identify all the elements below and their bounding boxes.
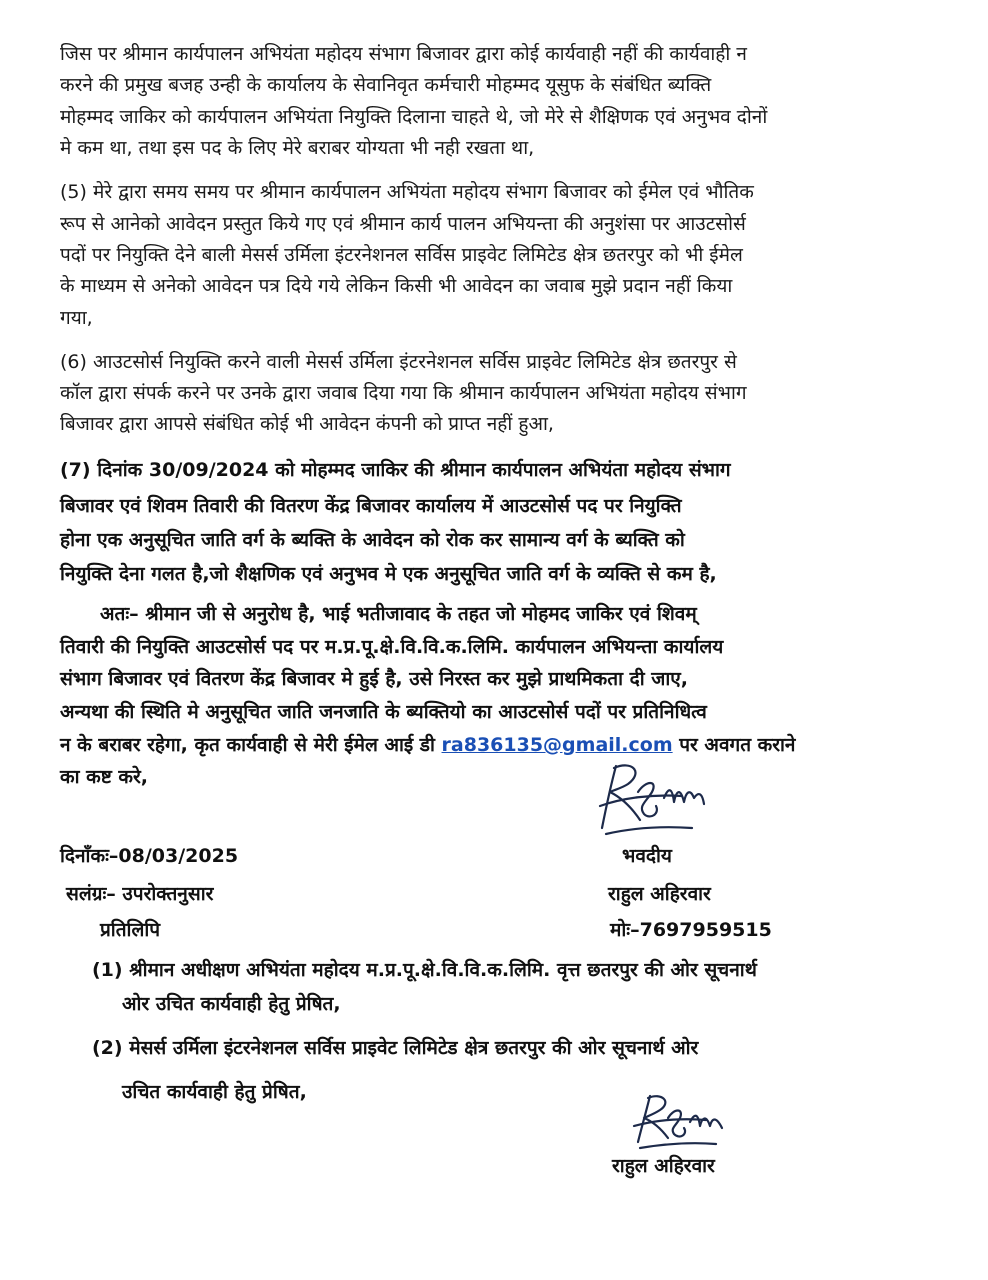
para5-line-3: पदों पर नियुक्ति देने बाली मेसर्स उर्मिला इंटरनेशनल सर्विस प्राइवेट लिमिटेड क्षेत्र छतरपुर को भी ईमेल [60, 244, 743, 266]
para6-line-1: (6) आउटसोर्स नियुक्ति करने वाली मेसर्स उर्मिला इंटरनेशनल सर्विस प्राइवेट लिमिटेड क्षेत्र छतरपुर से [60, 351, 737, 373]
sender-mobile: मोः–7697959515 [610, 919, 772, 941]
sender-name: राहुल अहिरवार [608, 883, 711, 905]
closing-text: भवदीय [622, 845, 672, 867]
para5-line-5: गया, [60, 307, 93, 329]
para5-line-4: के माध्यम से अनेको आवेदन पत्र दिये गये लेकिन किसी भी आवेदन का जवाब मुझे प्रदान नहीं किया [60, 275, 733, 297]
copy-item-1-line-2: ओर उचित कार्यवाही हेतु प्रेषित, [122, 993, 341, 1015]
copy-label: प्रतिलिपि [100, 919, 161, 941]
enclosure-line: सलंग्रः– उपरोक्तनुसार [66, 883, 214, 905]
para5-line-1: (5) मेरे द्वारा समय समय पर श्रीमान कार्यपालन अभियंता महोदय संभाग बिजावर को ईमेल एवं भौतिक [60, 181, 754, 203]
para7-line-1: (7) दिनांक 30/09/2024 को मोहम्मद जाकिर की श्रीमान कार्यपालन अभियंता महोदय संभाग [60, 459, 731, 481]
copy-item-2-line-1: (2) मेसर्स उर्मिला इंटरनेशनल सर्विस प्राइवेट लिमिटेड क्षेत्र छतरपुर की ओर सूचनार्थ ओर [92, 1037, 699, 1059]
date-line: दिनाँकः–08/03/2025 [60, 845, 239, 867]
request-line-1: अतः– श्रीमान जी से अनुरोध है, भाई भतीजावाद के तहत जो मोहमद जाकिर एवं शिवम् [100, 603, 697, 625]
request-line-6: का कष्ट करे, [60, 766, 149, 788]
para5-line-2: रूप से आनेको आवेदन प्रस्तुत किये गए एवं श्रीमान कार्य पालन अभियन्ता की अनुशंसा पर आउटसोर्स [60, 213, 746, 235]
para6-line-2: कॉल द्वारा संपर्क करने पर उनके द्वारा जवाब दिया गया कि श्रीमान कार्यपालन अभियंता महोदय संभाग [60, 382, 747, 404]
copy-item-1-line-1: (1) श्रीमान अधीक्षण अभियंता महोदय म.प्र.पू.क्षे.वि.वि.क.लिमि. वृत्त छतरपुर की ओर सूचनार्थ [92, 959, 757, 981]
intro-line-4: मे कम था, तथा इस पद के लिए मेरे बराबर योग्यता भी नही रखता था, [60, 137, 535, 159]
para6-line-3: बिजावर द्वारा आपसे संबंधित कोई भी आवेदन कंपनी को प्राप्त नहीं हुआ, [60, 413, 554, 435]
copy-item-2-line-2: उचित कार्यवाही हेतु प्रेषित, [122, 1081, 307, 1103]
request-line-3: संभाग बिजावर एवं वितरण केंद्र बिजावर मे हुई है, उसे निरस्त कर मुझे प्राथमिकता दी जाए, [60, 668, 689, 690]
para7-line-2: बिजावर एवं शिवम तिवारी की वितरण केंद्र बिजावर कार्यालय में आउटसोर्स पद पर नियुक्ति [60, 495, 682, 517]
request-line-5-tail: पर अवगत कराने [679, 734, 796, 756]
request-line-2: तिवारी की नियुक्ति आउटसोर्स पद पर म.प्र.पू.क्षे.वि.वि.क.लिमि. कार्यपालन अभियन्ता कार्यालय [60, 636, 724, 658]
para7-line-3: होना एक अनुसूचित जाति वर्ग के ब्यक्ति के आवेदन को रोक कर सामान्य वर्ग के ब्यक्ति को [60, 529, 685, 551]
para7-line-4: नियुक्ति देना गलत है,जो शैक्षणिक एवं अनुभव मे एक अनुसूचित जाति वर्ग के व्यक्ति से कम है, [60, 563, 717, 585]
footer-name: राहुल अहिरवार [612, 1155, 715, 1177]
email-link[interactable]: ra836135@gmail.com [441, 734, 673, 756]
intro-line-1: जिस पर श्रीमान कार्यपालन अभियंता महोदय संभाग बिजावर द्वारा कोई कार्यवाही नहीं की कार्यवाही न [60, 43, 747, 65]
request-line-4: अन्यथा की स्थिति मे अनुसूचित जाति जनजाति के ब्यक्तियो का आउटसोर्स पदों पर प्रतिनिधित्व [60, 701, 707, 723]
intro-line-2: करने की प्रमुख बजह उन्ही के कार्यालय के सेवानिवृत कर्मचारी मोहम्मद यूसुफ के संबंधित ब्यक्ति [60, 74, 712, 96]
intro-line-3: मोहम्मद जाकिर को कार्यपालन अभियंता नियुक्ति दिलाना चाहते थे, जो मेरे से शैक्षिणक एवं अनुभव दोनों [60, 106, 768, 128]
signature-image [592, 758, 722, 848]
footer-signature-image [628, 1090, 740, 1156]
request-line-5-text: न के बराबर रहेगा, कृत कार्यवाही से मेरी ईमेल आई डी [60, 734, 435, 756]
request-line-5 [60, 731, 795, 759]
